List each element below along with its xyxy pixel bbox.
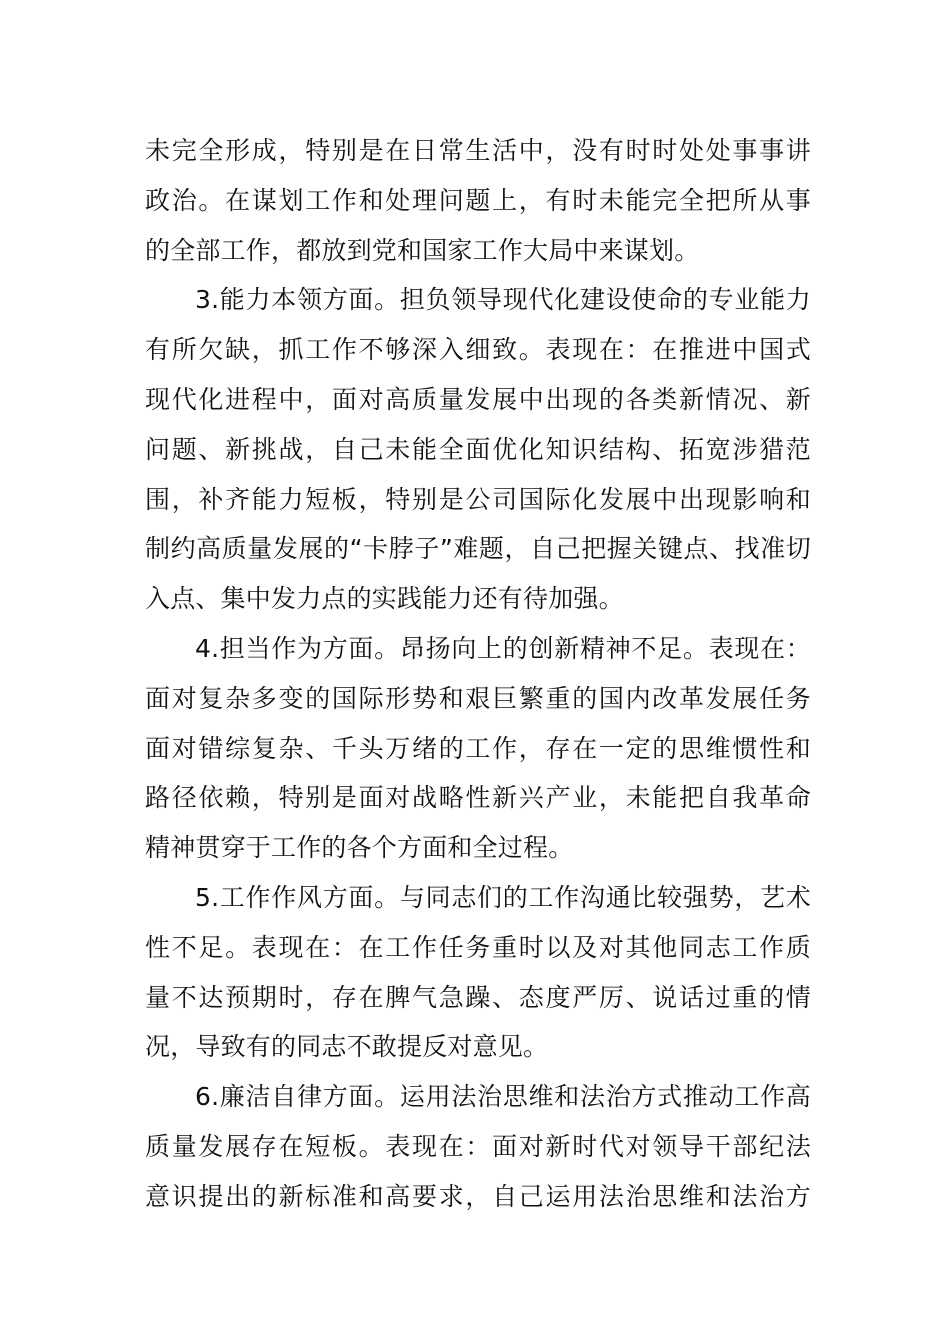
text-line: 况，导致有的同志不敢提反对意见。: [145, 1032, 549, 1062]
document-body: [145, 126, 811, 1222]
text-line: 性不足。表现在：在工作任务重时以及对其他同志工作质: [145, 932, 811, 962]
section-heading-responsibility: 4.担当作为方面。昂扬向上的创新精神不足。表现在：: [195, 633, 811, 663]
section-heading-ability: 3.能力本领方面。担负领导现代化建设使命的专业能力: [195, 285, 811, 315]
text-line: 量不达预期时，存在脾气急躁、态度严厉、说话过重的情: [145, 982, 811, 1012]
text-line: 有所欠缺，抓工作不够深入细致。表现在：在推进中国式: [145, 335, 811, 365]
section-heading-work-style: 5.工作作风方面。与同志们的工作沟通比较强势，艺术: [195, 882, 811, 912]
text-line: 入点、集中发力点的实践能力还有待加强。: [145, 584, 624, 614]
text-line: 的全部工作，都放到党和国家工作大局中来谋划。: [145, 235, 700, 265]
text-line: 政治。在谋划工作和处理问题上，有时未能完全把所从事: [145, 185, 811, 215]
text-line: 意识提出的新标准和高要求，自己运用法治思维和法治方: [145, 1181, 811, 1211]
text-line: 现代化进程中，面对高质量发展中出现的各类新情况、新: [145, 384, 811, 414]
text-line: 面对错综复杂、千头万绪的工作，存在一定的思维惯性和: [145, 733, 811, 763]
text-line: 问题、新挑战，自己未能全面优化知识结构、拓宽涉猎范: [145, 434, 811, 464]
text-line: 未完全形成，特别是在日常生活中，没有时时处处事事讲: [145, 136, 811, 165]
text-line: 面对复杂多变的国际形势和艰巨繁重的国内改革发展任务: [145, 683, 811, 713]
section-heading-integrity: 6.廉洁自律方面。运用法治思维和法治方式推动工作高: [195, 1082, 811, 1112]
text-line: 精神贯穿于工作的各个方面和全过程。: [145, 833, 574, 863]
text-line: 质量发展存在短板。表现在：面对新时代对领导干部纪法: [145, 1131, 811, 1161]
text-line: 围，补齐能力短板，特别是公司国际化发展中出现影响和: [145, 484, 811, 514]
text-line: 路径依赖，特别是面对战略性新兴产业，未能把自我革命: [145, 783, 811, 813]
text-line: 制约高质量发展的“卡脖子”难题，自己把握关键点、找准切: [145, 534, 811, 564]
